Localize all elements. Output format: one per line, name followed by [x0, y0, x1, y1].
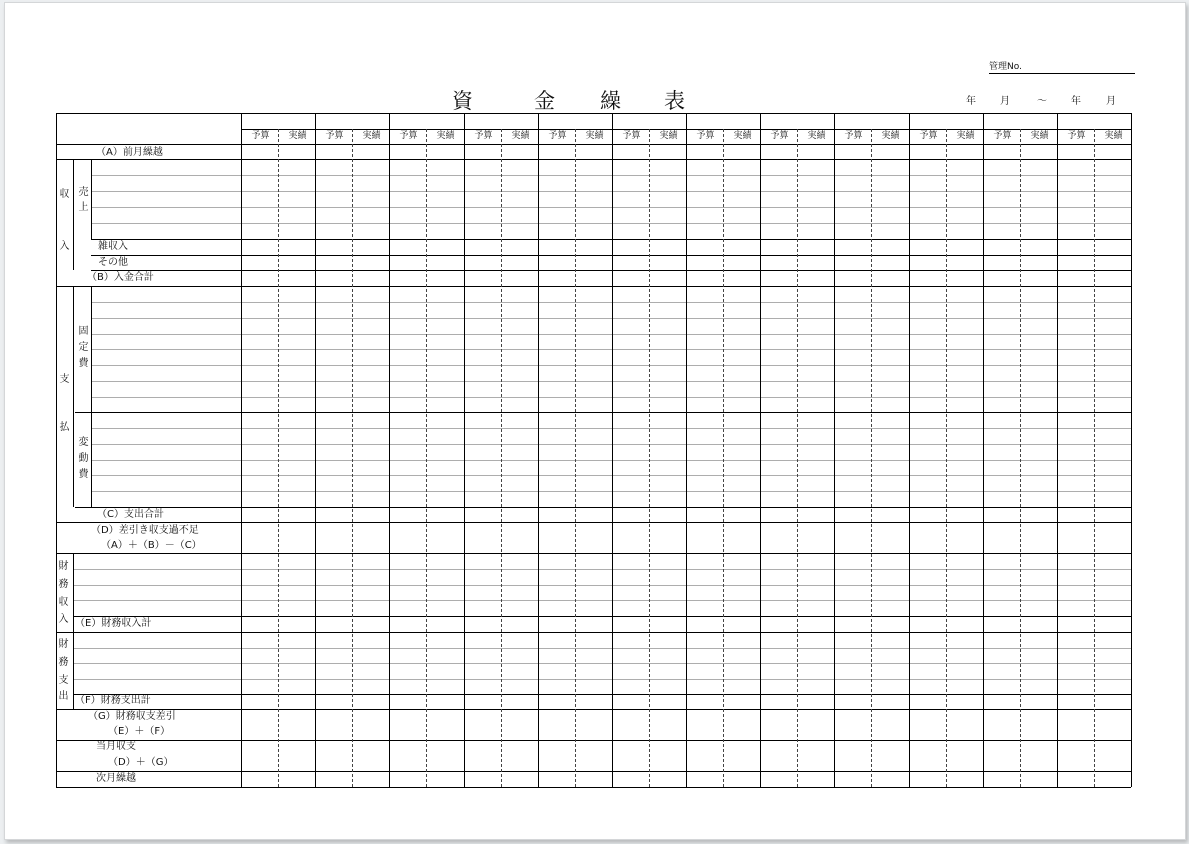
row-label-fin-expense-total: （F）財務支出計 [75, 695, 151, 706]
column-header-actual: 実績 [807, 131, 826, 141]
grid-line [91, 207, 1131, 208]
row-label-fin-balance-line1: （G）財務収支差引 [88, 711, 176, 722]
section-divider [73, 553, 74, 709]
grid-line [73, 569, 1131, 570]
column-header-budget: 予算 [1067, 131, 1086, 141]
column-header-budget: 予算 [251, 131, 270, 141]
grid-line [91, 223, 1131, 224]
row-label-balance-line1: （D）差引き収支過不足 [91, 525, 199, 536]
grid-line-dashed [871, 129, 872, 787]
grid-line [91, 270, 1131, 271]
grid-line [91, 302, 1131, 303]
period-year-to: 年 [1071, 96, 1081, 107]
grid-line [73, 616, 1131, 617]
table-border [56, 113, 57, 787]
column-header-actual: 実績 [288, 131, 307, 141]
period-tilde: ～ [1037, 96, 1047, 107]
payments-group-char: 払 [59, 422, 70, 433]
grid-line [91, 349, 1131, 350]
table-border [56, 113, 1131, 114]
grid-line [73, 663, 1131, 664]
grid-line-dashed [1094, 129, 1095, 787]
income-group-char: 収 [59, 189, 70, 200]
grid-line [56, 286, 1131, 287]
grid-line-dashed [946, 129, 947, 787]
grid-line [91, 239, 1131, 240]
fin-income-char: 財 [58, 561, 69, 572]
grid-line [91, 460, 1131, 461]
period-month-from: 月 [1000, 96, 1010, 107]
grid-line [91, 255, 1131, 256]
month-column-line [538, 113, 539, 787]
column-header-budget: 予算 [325, 131, 344, 141]
fin-expense-char: 出 [58, 691, 69, 702]
grid-line [73, 585, 1131, 586]
cash-flow-table [56, 113, 1131, 787]
month-column-line [834, 113, 835, 787]
month-column-line [1057, 113, 1058, 787]
period-range [0, 95, 1189, 109]
grid-line [56, 740, 1131, 741]
fin-income-char: 収 [58, 597, 69, 608]
column-header-budget: 予算 [770, 131, 789, 141]
grid-line [91, 334, 1131, 335]
table-border [56, 787, 1131, 788]
column-header-budget: 予算 [696, 131, 715, 141]
row-label-misc-income: 雑収入 [98, 241, 128, 252]
section-divider [73, 286, 74, 507]
column-header-budget: 予算 [399, 131, 418, 141]
grid-line [91, 444, 1131, 445]
grid-line [56, 553, 1131, 554]
grid-line-dashed [649, 129, 650, 787]
column-header-budget: 予算 [919, 131, 938, 141]
variable-cost-char: 動 [78, 453, 89, 464]
grid-line [91, 191, 1131, 192]
grid-line [91, 428, 1131, 429]
month-column-line [389, 113, 390, 787]
fin-income-char: 入 [58, 614, 69, 625]
column-header-budget: 予算 [474, 131, 493, 141]
grid-line [91, 318, 1131, 319]
grid-line-dashed [426, 129, 427, 787]
fixed-cost-char: 固 [78, 326, 89, 337]
month-column-line [909, 113, 910, 787]
column-header-actual: 実績 [1104, 131, 1123, 141]
grid-line-dashed [575, 129, 576, 787]
column-header-actual: 実績 [733, 131, 752, 141]
section-divider [91, 159, 92, 239]
grid-line [56, 632, 1131, 633]
column-header-actual: 実績 [1030, 131, 1049, 141]
column-header-budget: 予算 [548, 131, 567, 141]
variable-cost-char: 変 [78, 437, 89, 448]
grid-line [91, 381, 1131, 382]
grid-line [56, 771, 1131, 772]
row-label-fin-balance-line2: （E）＋（F） [108, 726, 171, 737]
month-column-line [241, 113, 242, 787]
grid-line [91, 475, 1131, 476]
grid-line [56, 159, 1131, 160]
grid-line-dashed [501, 129, 502, 787]
grid-line [91, 175, 1131, 176]
column-header-actual: 実績 [585, 131, 604, 141]
column-header-budget: 予算 [844, 131, 863, 141]
grid-line [91, 365, 1131, 366]
row-label-carryover: （A）前月繰越 [96, 147, 163, 158]
month-column-line [686, 113, 687, 787]
grid-line [56, 522, 1131, 523]
row-label-fin-income-total: （E）財務収入計 [75, 618, 152, 629]
sales-label-char: 売 [78, 187, 89, 198]
income-group-char: 入 [59, 241, 70, 252]
section-divider [91, 286, 92, 507]
grid-line [56, 144, 1131, 145]
title-char: 金 [534, 89, 555, 113]
period-month-to: 月 [1106, 96, 1116, 107]
grid-line [56, 709, 1131, 710]
fin-expense-char: 財 [58, 639, 69, 650]
column-header-actual: 実績 [436, 131, 455, 141]
management-no-label: 管理No. [989, 59, 1135, 74]
month-column-line [760, 113, 761, 787]
sales-label-char: 上 [78, 202, 89, 213]
column-header-actual: 実績 [881, 131, 900, 141]
grid-line [91, 397, 1131, 398]
grid-line [75, 412, 1131, 413]
grid-line-dashed [1020, 129, 1021, 787]
title-char: 表 [664, 89, 685, 113]
row-label-balance-line2: （A）＋（B）－（C） [101, 540, 202, 551]
column-header-budget: 予算 [993, 131, 1012, 141]
fin-expense-char: 支 [58, 675, 69, 686]
column-header-budget: 予算 [622, 131, 641, 141]
grid-line [75, 507, 1131, 508]
grid-line [73, 648, 1131, 649]
month-column-line [612, 113, 613, 787]
row-label-other: その他 [98, 257, 128, 268]
row-label-payments-total: （C）支出合計 [97, 509, 164, 520]
grid-line [73, 679, 1131, 680]
row-label-next-carryover: 次月繰越 [96, 773, 136, 784]
column-header-actual: 実績 [362, 131, 381, 141]
title-char: 繰 [600, 89, 621, 113]
column-header-actual: 実績 [511, 131, 530, 141]
column-header-actual: 実績 [956, 131, 975, 141]
grid-line-dashed [797, 129, 798, 787]
grid-line [73, 694, 1131, 695]
column-header-actual: 実績 [659, 131, 678, 141]
payments-group-char: 支 [59, 374, 70, 385]
month-column-line [464, 113, 465, 787]
month-column-line [1131, 113, 1132, 787]
fin-expense-char: 務 [58, 657, 69, 668]
period-year-from: 年 [966, 96, 976, 107]
grid-line-dashed [723, 129, 724, 787]
fixed-cost-char: 費 [78, 358, 89, 369]
month-column-line [315, 113, 316, 787]
row-label-month-balance-line1: 当月収支 [96, 741, 136, 752]
grid-line [73, 600, 1131, 601]
fixed-cost-char: 定 [78, 342, 89, 353]
grid-line [91, 491, 1131, 492]
grid-line-dashed [352, 129, 353, 787]
variable-cost-char: 費 [78, 469, 89, 480]
row-label-month-balance-line2: （D）＋（G） [108, 757, 174, 768]
row-label-income-total: （B）入金合計 [87, 272, 154, 283]
fin-income-char: 務 [58, 579, 69, 590]
title-char: 資 [452, 89, 473, 113]
section-divider [73, 159, 74, 270]
month-column-line [983, 113, 984, 787]
grid-line-dashed [278, 129, 279, 787]
